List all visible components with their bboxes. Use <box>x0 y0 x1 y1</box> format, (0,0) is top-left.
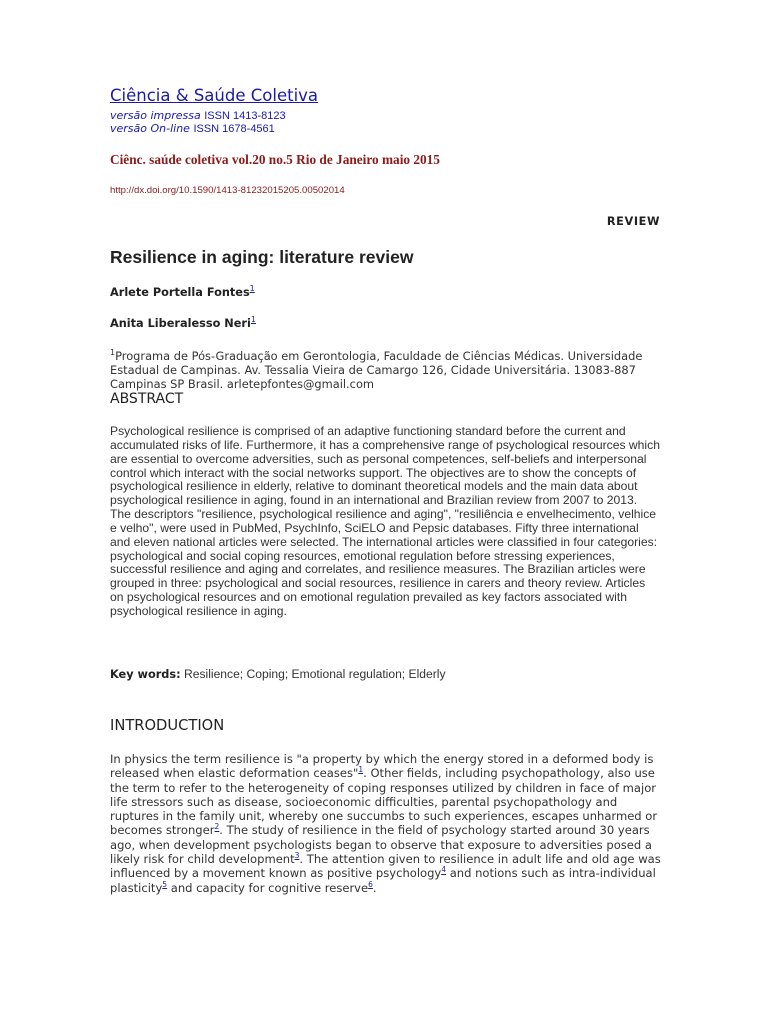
journal-title-link[interactable]: Ciência & Saúde Coletiva <box>110 86 319 105</box>
reference-link[interactable]: 1 <box>358 765 364 775</box>
online-issn <box>110 122 275 135</box>
print-issn <box>110 109 286 122</box>
reference-link[interactable]: 6 <box>368 879 373 889</box>
affiliation-ref-link[interactable]: 1 <box>250 315 256 324</box>
print-issn-number: ISSN 1413-8123 <box>204 110 286 122</box>
keywords-list: Resilience; Coping; Emotional regulation; Elderly <box>184 667 446 681</box>
print-issn-label: versão impressa <box>110 109 201 122</box>
intro-text: . <box>372 880 377 895</box>
keywords-label: Key words: <box>110 668 181 681</box>
article-title: Resilience in aging: literature review <box>110 247 414 267</box>
intro-text: and capacity for cognitive reserve <box>167 880 369 895</box>
author-name: Arlete Portella Fontes <box>110 285 250 299</box>
intro-text: In physics the term resilience is "a property by which the energy stored in a deformed body is released when elastic deformation ceases" <box>110 752 654 781</box>
author <box>110 284 255 299</box>
intro-text: . The study of resilience in the field of psychology started around 30 years ago, when development psychologists began to observe that exposure to adversities posed a likely risk for child development <box>110 823 652 867</box>
keywords <box>110 667 446 681</box>
author-affiliation <box>110 346 650 391</box>
doi-text: http://dx.doi.org/10.1590/1413-81232015205.00502014 <box>110 185 345 196</box>
affiliation-text: Programa de Pós-Graduação em Gerontologia, Faculdade de Ciências Médicas. Universidade Estadual de Campinas. Av. Tessalia Vieira de Camargo 126, Cidade Universitária. 13083-887 Campinas SP Brasil. arletepfontes@gmail.com <box>110 348 643 392</box>
online-issn-number: ISSN 1678-4561 <box>193 123 275 135</box>
journal-citation: Ciênc. saúde coletiva vol.20 no.5 Rio de Janeiro maio 2015 <box>110 152 440 167</box>
intro-text: and notions such as intra-individual plasticity <box>110 866 656 895</box>
section-label: REVIEW <box>606 215 660 228</box>
author <box>110 315 256 330</box>
intro-text: . The attention given to resilience in adult life and old age was influenced by a movement known as positive psychology <box>110 852 661 881</box>
online-issn-label: versão On-line <box>110 122 190 135</box>
introduction-heading: INTRODUCTION <box>110 717 225 734</box>
abstract-body: Psychological resilience is comprised of an adaptive functioning standard before the current and accumulated risks of life. Furthermore, it has a comprehensive range of psychological resources which are essential to overcome adversities, such as personal competences, self-beliefs and interpersonal control which interact with the social networks support. The objectives are to show the concepts of psychological resilience in elderly, relative to dominant theoretical models and the main data about psychological resilience in aging, found in an international and Brazilian review from 2007 to 2013. The descriptors "resilience, psychological resilience and aging", "resiliência e envelhecimento, velhice e velho", were used in PubMed, PsychInfo, SciELO and Pepsic databases. Fifty three international and eleven national articles were selected. The international articles were classified in four categories: psychological and social coping resources, emotional regulation before stressing experiences, successful resilience and aging and correlates, and resilience measures. The Brazilian articles were grouped in three: psychological and social resources, resilience in carers and theory review. Articles on psychological resources and on emotional regulation prevailed as key factors associated with psychological resilience in aging. <box>110 424 660 618</box>
affiliation-ref-link[interactable]: 1 <box>249 284 255 293</box>
reference-link[interactable]: 3 <box>294 851 300 861</box>
reference-link[interactable]: 5 <box>162 879 168 889</box>
introduction-body <box>110 752 666 895</box>
author-name: Anita Liberalesso Neri <box>110 316 251 330</box>
intro-text: . Other fields, including psychopathology, also use the term to refer to the heterogeneity of coping responses utilized by children in face of major life stressors such as disease, socioeconomic difficulties, parental psychopathology and ruptures in the family unit, whereby one succumbs to such experiences, escapes unharmed or becomes stronger <box>110 766 658 838</box>
reference-link[interactable]: 4 <box>441 865 447 875</box>
abstract-heading: ABSTRACT <box>110 391 184 407</box>
affiliation-mark: 1 <box>110 348 116 357</box>
reference-link[interactable]: 2 <box>214 822 220 832</box>
